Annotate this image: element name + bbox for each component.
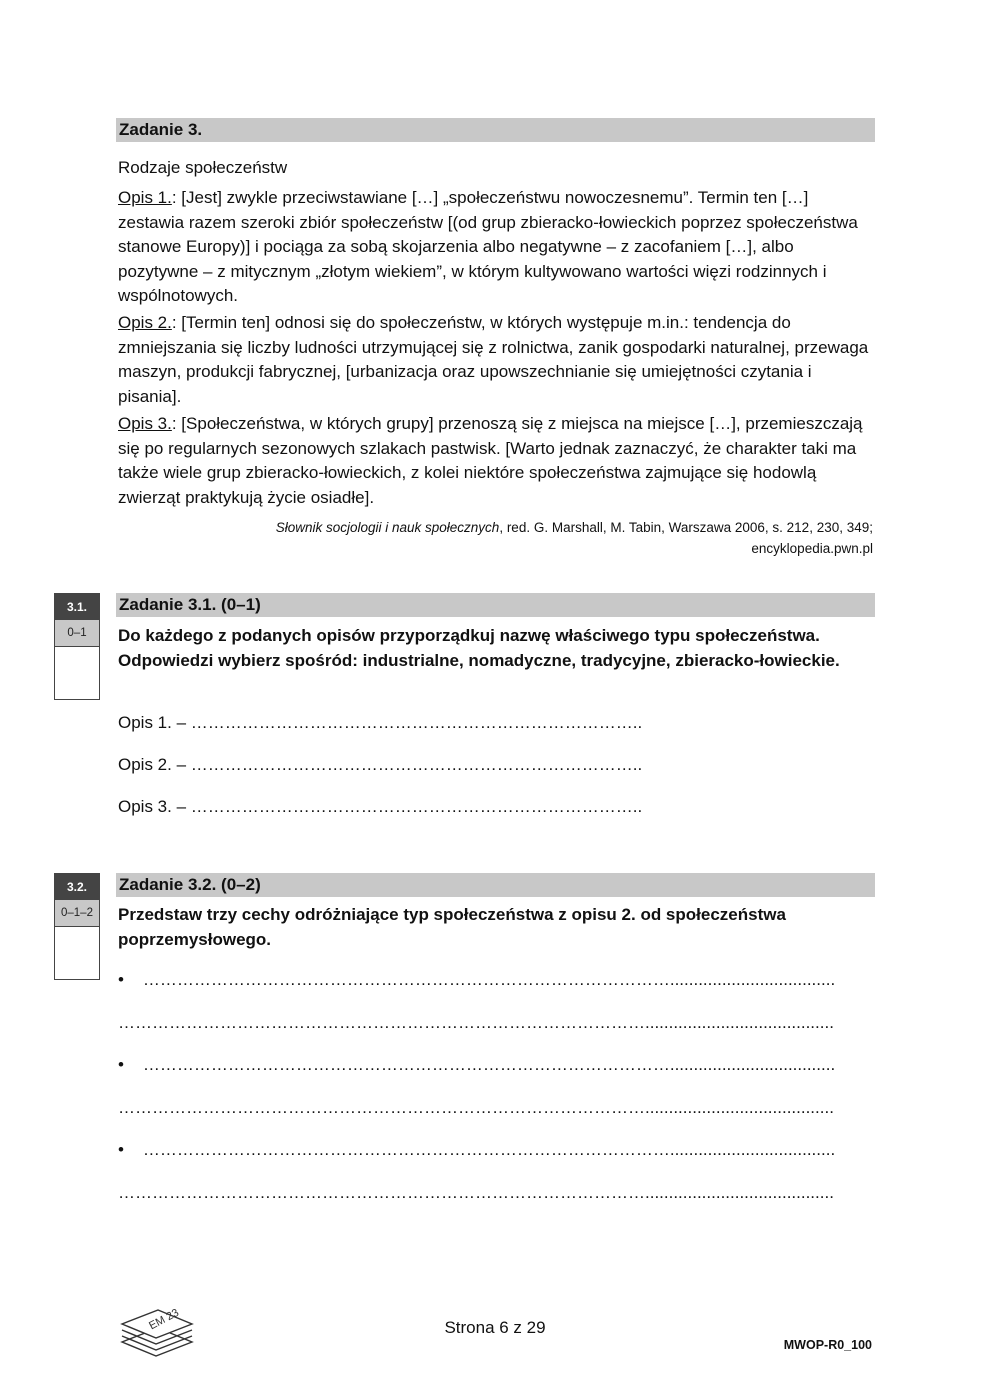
task32-header: Zadanie 3.2. (0–2) xyxy=(116,873,875,897)
task3-subtitle: Rodzaje społeczeństw xyxy=(118,158,288,177)
answer-line-3[interactable]: …………………………………………………………………………………........................................ xyxy=(118,1183,834,1202)
source-citation xyxy=(118,517,873,559)
score-box-blank[interactable] xyxy=(55,647,99,699)
opis3-text: : [Społeczeństwa, w których grupy] przenoszą się z miejsca na miejsce […], przemieszczają się po regularnych sezonowych szlakach pastwisk. [Warto jednak zaznaczyć, że charakter taki ma także wiele grup zbieracko-łowieckich, z kolei niektóre społeczeństwa zajmujące się hodowlą zwierząt praktykują życie osiadłe]. xyxy=(118,414,863,507)
answer-opis1[interactable]: Opis 1. – …………………………………………………………………….. xyxy=(118,713,643,732)
opis2-paragraph xyxy=(118,311,873,409)
task31-question: Do każdego z podanych opisów przyporządkuj nazwę właściwego typu społeczeństwa. Odpowiedzi wybierz spośród: industrialne, nomadyczne, tradycyjne, zbieracko-łowieckie. xyxy=(118,626,840,670)
bullet-dots: …………………………………………………………………………………................................... xyxy=(142,1055,836,1074)
score-box-range: 0–1 xyxy=(55,620,99,647)
page-number: Strona 6 z 29 xyxy=(444,1318,546,1337)
opis1-label: Opis 1. xyxy=(118,188,172,207)
task3-header: Zadanie 3. xyxy=(116,118,875,142)
bullet-dots: …………………………………………………………………………………................................... xyxy=(142,970,836,989)
source-details: , red. G. Marshall, M. Tabin, Warszawa 2006, s. 212, 230, 349; xyxy=(499,520,873,535)
bullet-point: • xyxy=(118,1140,124,1159)
task31-header: Zadanie 3.1. (0–1) xyxy=(116,593,875,617)
opis2-text: : [Termin ten] odnosi się do społeczeństw, w których występuje m.in.: tendencja do zmniejszania się liczby ludności utrzymującej się z rolnictwa, zanik gospodarki naturalnej, przewaga maszyn, produkcji fabrycznej, [urbanizacja oraz upowszechnianie się umiejętności czytania i pisania]. xyxy=(118,313,869,406)
opis1-paragraph xyxy=(118,186,873,309)
opis3-label: Opis 3. xyxy=(118,414,172,433)
answer-line-2[interactable]: …………………………………………………………………………………........................................ xyxy=(118,1098,834,1117)
score-box-3-1 xyxy=(54,593,100,700)
bullet-point: • xyxy=(118,1055,124,1074)
answer-opis2[interactable]: Opis 2. – …………………………………………………………………….. xyxy=(118,755,643,774)
answer-opis3[interactable]: Opis 3. – …………………………………………………………………….. xyxy=(118,797,643,816)
opis3-paragraph xyxy=(118,412,873,510)
source-title: Słownik socjologii i nauk społecznych xyxy=(275,520,500,535)
task32-question: Przedstaw trzy cechy odróżniające typ społeczeństwa z opisu 2. od społeczeństwa poprzemysłowego. xyxy=(118,905,786,949)
exam-code: MWOP-R0_100 xyxy=(783,1338,872,1352)
opis1-text: : [Jest] zwykle przeciwstawiane […] „społeczeństwu nowoczesnemu”. Termin ten […] zestawia razem szeroki zbiór społeczeństw [(od grup zbieracko-łowieckich poprzez społeczeństwa stanowe Europy)] i pociąga za sobą skojarzenia albo negatywne – z zacofaniem […], albo pozytywne – z mitycznym „złotym wiekiem”, w którym kultywowano wartości więzi rodzinnych i wspólnotowych. xyxy=(118,188,858,305)
bullet-point: • xyxy=(118,970,124,989)
answer-bullet-3[interactable] xyxy=(118,1138,873,1162)
score-box-blank[interactable] xyxy=(55,927,99,979)
logo-text: EM 23 xyxy=(147,1306,181,1333)
score-box-3-2 xyxy=(54,873,100,980)
bullet-dots: …………………………………………………………………………………................................... xyxy=(142,1140,836,1159)
source-url: encyklopedia.pwn.pl xyxy=(751,541,873,556)
opis2-label: Opis 2. xyxy=(118,313,172,332)
answer-bullet-2[interactable] xyxy=(118,1053,873,1077)
answer-line-1[interactable]: …………………………………………………………………………………........................................ xyxy=(118,1013,834,1032)
score-box-number: 3.1. xyxy=(55,594,99,620)
answer-bullet-1[interactable] xyxy=(118,968,873,992)
score-box-range: 0–1–2 xyxy=(55,900,99,927)
score-box-number: 3.2. xyxy=(55,874,99,900)
